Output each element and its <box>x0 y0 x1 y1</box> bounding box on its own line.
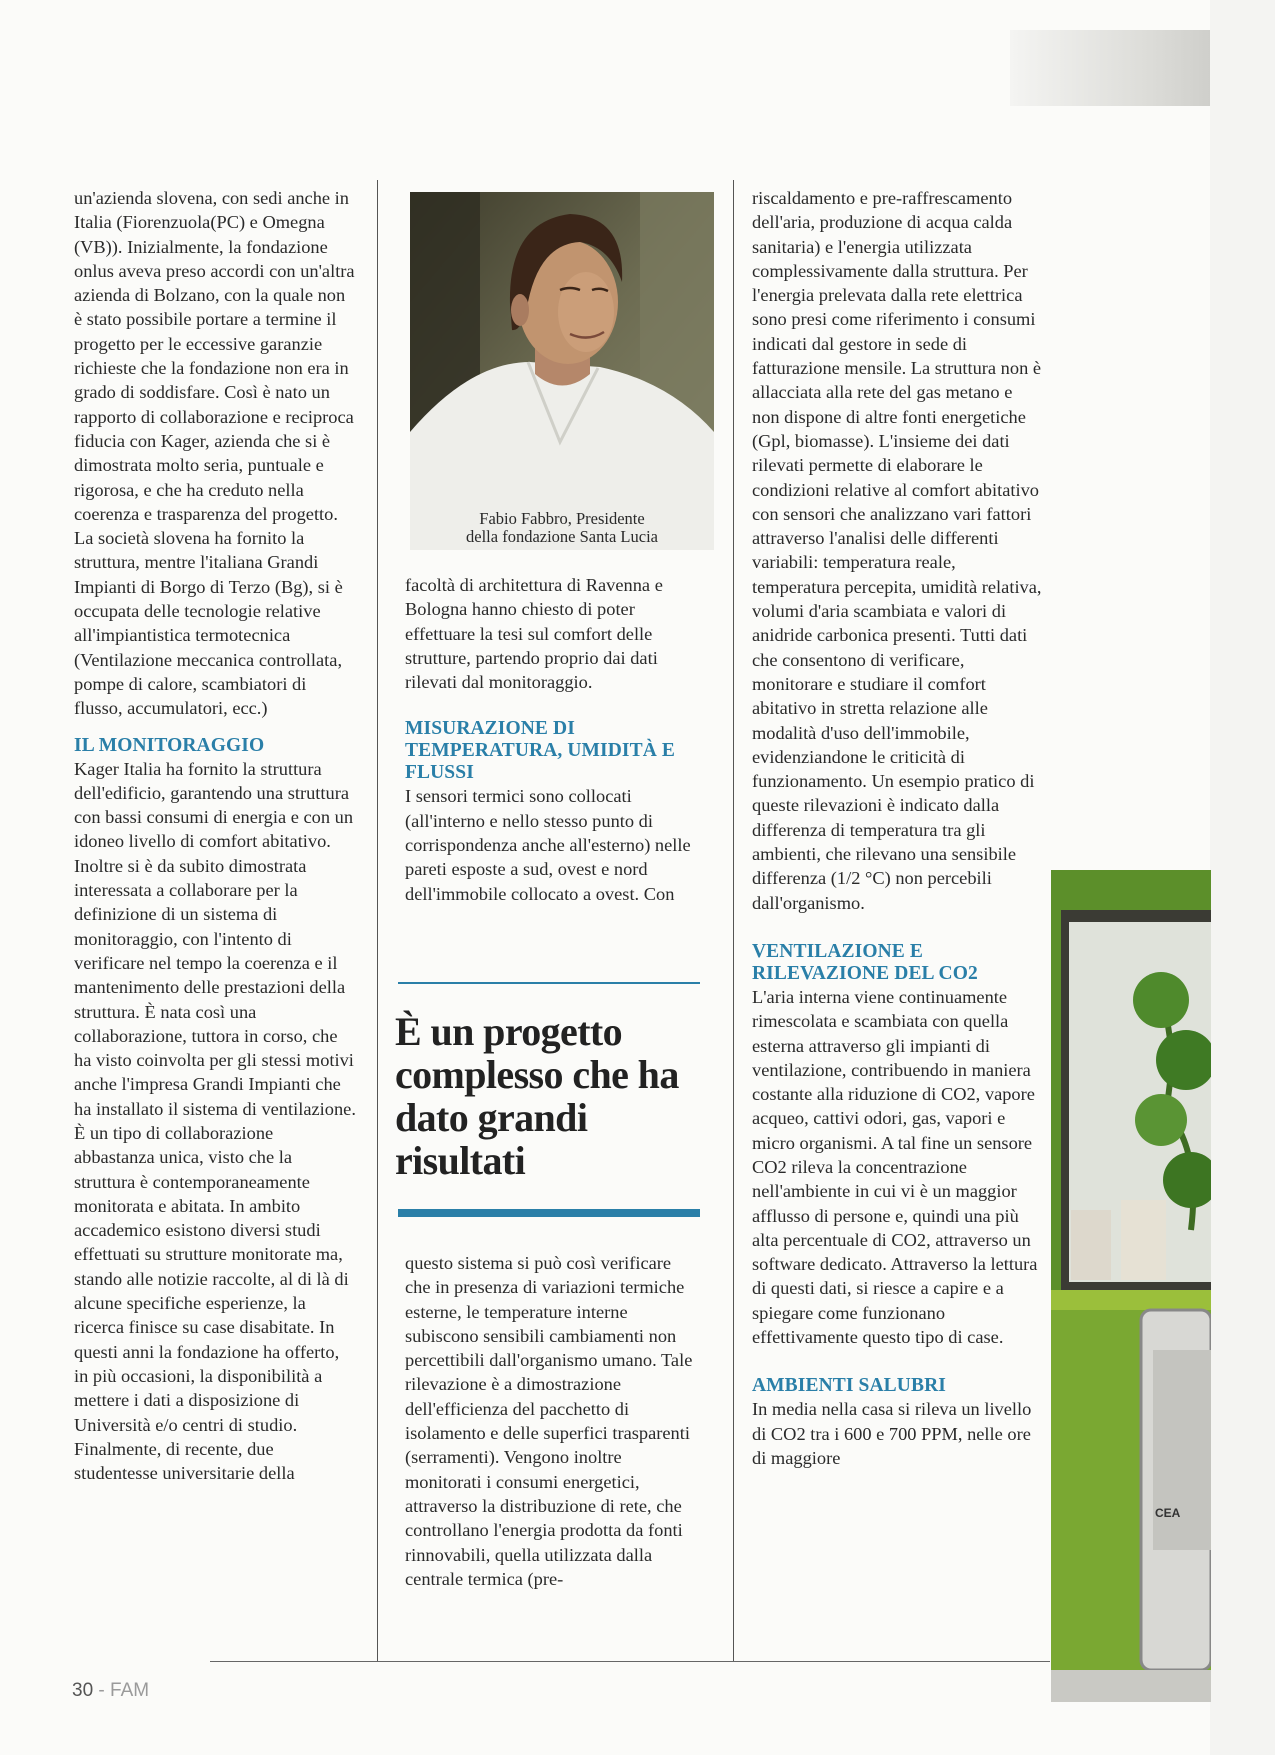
heading-misurazione: MISURAZIONE DI TEMPERATURA, UMIDITÀ E FLUSSI <box>405 718 675 784</box>
pull-quote-rule-bottom <box>398 1209 700 1217</box>
magazine-name: FAM <box>110 1680 150 1701</box>
column-2-body: I sensori termici sono collocati (all'interno e nello stesso punto di corrispondenza anche all'esterno) nelle pareti esposte a sud, ovest e nord dell'immobile collocato a ovest. Con <box>405 786 691 904</box>
column-1-body: Kager Italia ha fornito la struttura dell'edificio, garantendo una struttura con bassi consumi di energia e con un idoneo livello di comfort abitativo. Inoltre si è da subito dimostrata interessata a collaborare per la definizione di un sistema di monitoraggio, con l'intento di verificare nel tempo la coerenza e il mantenimento delle prestazioni della struttura. È nata così una collaborazione, tuttora in corso, che ha visto coinvolta per gli stessi motivi anche l'impresa Grandi Impianti che ha installato il sistema di ventilazione. È un tipo di collaborazione abbastanza unica, visto che la struttura è contemporaneamente monitorata e abitata. In ambito accademico esistono diversi studi effettuati su strutture monitorate ma, stando alle notizie raccolte, al di là di alcune specifiche esperienze, la ricerca finisce su case disabitate. In questi anni la fondazione ha offerto, in più occasioni, la disponibilità a mettere i dati a disposizione di Università e/o centri di studio. Finalmente, di recente, due studentesse universitarie della <box>74 758 356 1484</box>
column-3 <box>752 186 1044 1470</box>
page-edge-shadow <box>1010 30 1210 106</box>
caption-line-1: Fabio Fabbro, Presidente <box>479 509 645 528</box>
column-divider-1 <box>377 180 378 1662</box>
column-2-lower <box>405 1251 701 1591</box>
page-footer <box>72 1680 149 1702</box>
photo-caption <box>410 510 714 546</box>
footer-separator: - <box>93 1680 111 1701</box>
column-3-intro: riscaldamento e pre-raffrescamento dell'aria, produzione di acqua calda sanitaria) e l'energia utilizzata complessivamente dalla struttura. Per l'energia prelevata dalla rete elettrica sono presi come riferimento i consumi indicati dal gestore in sede di fatturazione mensile. La struttura non è allacciata alla rete del gas metano e non dispone di altre fonti energetiche (Gpl, biomasse). L'insieme dei dati rilevati permette di elaborare le condizioni relative al comfort abitativo con sensori che analizzano vari fattori attraverso l'analisi delle differenti variabili: temperatura reale, temperatura percepita, umidità relativa, volumi d'aria scambiata e valori di anidride carbonica presenti. Tutti dati che consentono di verificare, monitorare e studiare il comfort abitativo in stretta relazione alle modalità d'uso dell'immobile, evidenziandone le criticità di funzionamento. Un esempio pratico di queste rilevazioni è indicato dalla differenza di temperatura tra gli ambienti, che rilevano una sensibile differenza (1/2 °C) non percebili dall'organismo. <box>752 188 1042 913</box>
caption-line-2: della fondazione Santa Lucia <box>466 527 658 546</box>
column-3-body-2: In media nella casa si rileva un livello di CO2 tra i 600 e 700 PPM, nelle ore di maggiore <box>752 1399 1032 1468</box>
pull-quote: È un progetto complesso che ha dato grandi risultati <box>395 1009 679 1183</box>
device-label: CEA <box>1155 1506 1181 1520</box>
heading-ventilazione: VENTILAZIONE E RILEVAZIONE DEL CO2 <box>752 940 978 984</box>
portrait-image <box>410 192 714 550</box>
pull-quote-rule-top <box>398 982 700 984</box>
column-2-body-2: questo sistema si può così verificare che in presenza di variazioni termiche esterne, le temperature interne subiscono sensibili cambiamenti non percettibili dall'organismo umano. Tale rilevazione è a dimostrazione dell'efficienza del pacchetto di isolamento e delle superfici trasparenti (serramenti). Vengono inoltre monitorati i consumi energetici, attraverso la distribuzione di rete, che controllano l'energia prodotta da fonti rinnovabili, quella utilizzata dalla centrale termica (pre- <box>405 1253 693 1589</box>
side-photo <box>1051 870 1211 1702</box>
column-divider-2 <box>733 180 734 1662</box>
column-1-intro: un'azienda slovena, con sedi anche in Italia (Fiorenzuola(PC) e Omegna (VB)). Inizialmente, la fondazione onlus aveva preso accordi con un'altra azienda di Bolzano, con la quale non è stato possibile portare a termine il progetto per le eccessive garanzie richieste che la fondazione non era in grado di soddisfare. Così è nato un rapporto di collaborazione e reciproca fiducia con Kager, azienda che si è dimostrata molto seria, puntuale e rigorosa, e che ha creduto nella coerenza e trasparenza del progetto. La società slovena ha fornito la struttura, mentre l'italiana Grandi Impianti di Borgo di Terzo (Bg), si è occupata delle tecnologie relative all'impiantistica termotecnica (Ventilazione meccanica controllata, pompe di calore, scambiatori di flusso, accumulatori, ecc.) <box>74 188 355 719</box>
column-2-continuation: facoltà di architettura di Ravenna e Bologna hanno chiesto di poter effettuare la tesi sul comfort delle strutture, partendo proprio dai dati rilevati dal monitoraggio. <box>405 575 663 693</box>
portrait-photo <box>410 192 714 550</box>
column-3-body-1: L'aria interna viene continuamente rimescolata e scambiata con quella esterna attraverso gli impianti di ventilazione, contribuendo in maniera costante alla riduzione di CO2, vapore acqueo, cattivi odori, gas, vapori e micro organismi. A tal fine un sensore CO2 rileva la concentrazione nell'ambiente in cui vi è un maggior afflusso di persone e, quindi una più alta percentuale di CO2, attraverso un software dedicato. Attraverso la lettura di questi dati, si riesce a capire e a spiegare come funzionano effettivamente questo tipo di case. <box>752 986 1038 1348</box>
column-1 <box>74 186 356 1485</box>
side-photo-image <box>1051 870 1211 1702</box>
heading-monitoraggio: IL MONITORAGGIO <box>74 734 265 756</box>
page-number: 30 <box>72 1680 94 1701</box>
bottom-rule <box>210 1661 1050 1662</box>
heading-ambienti-salubri: AMBIENTI SALUBRI <box>752 1375 946 1397</box>
column-2-upper <box>405 573 701 906</box>
